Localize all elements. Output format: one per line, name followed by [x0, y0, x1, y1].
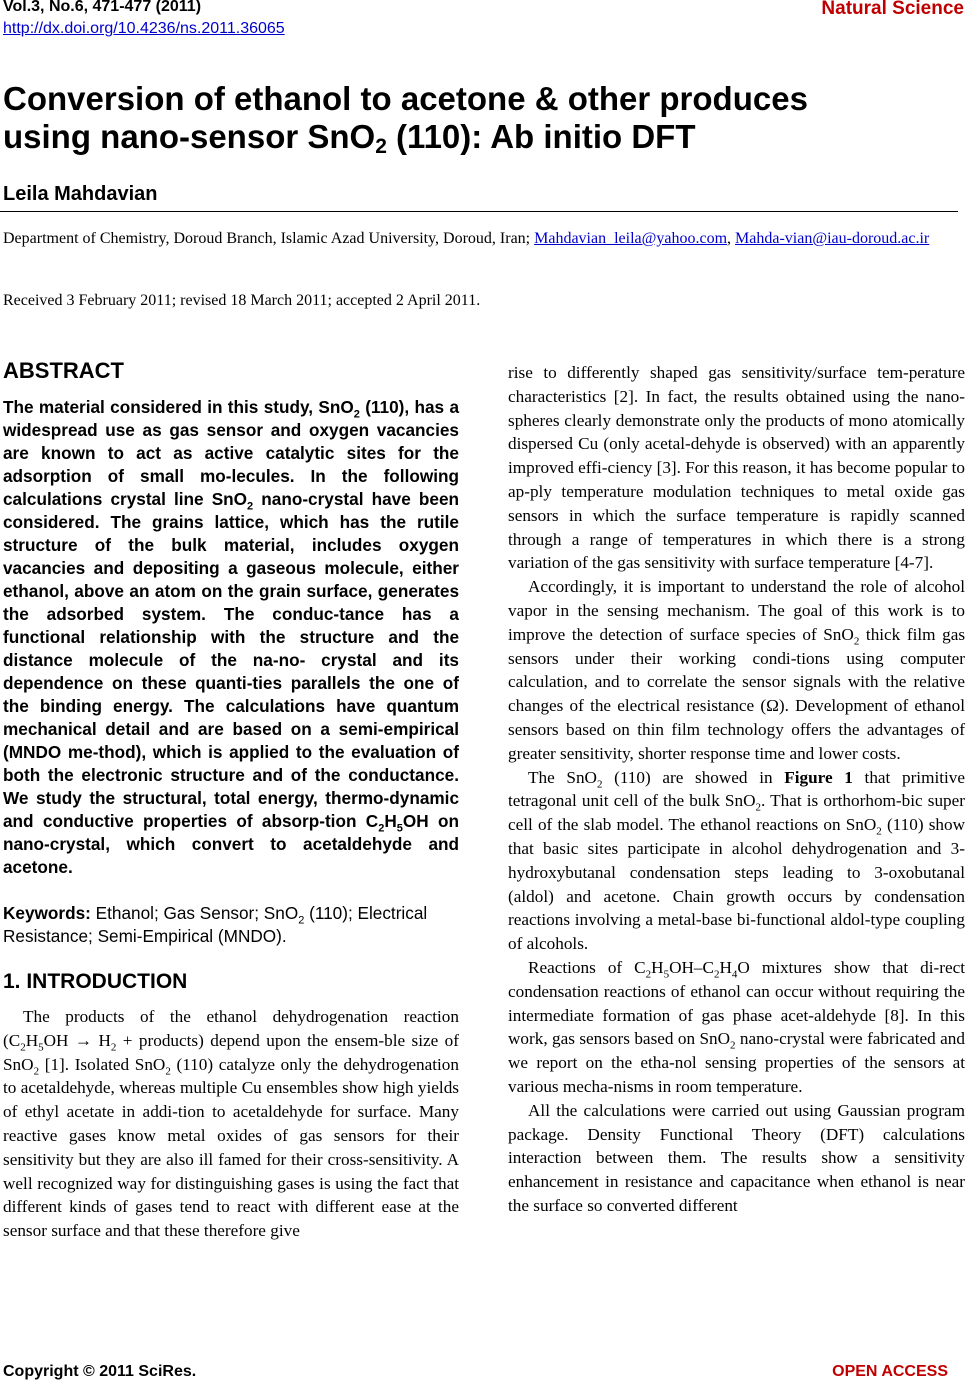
subscript: 2 — [247, 500, 254, 513]
subscript: 2 — [713, 968, 720, 981]
copyright: Copyright © 2011 SciRes. — [3, 1363, 197, 1380]
subscript: 2 — [33, 1065, 40, 1078]
keywords-text: (110); Electrical Resistance; Semi-Empirical (MNDO). — [3, 903, 428, 946]
title-line-1: Conversion of ethanol to acetone & other produces — [3, 80, 808, 117]
abstract-heading: ABSTRACT — [3, 358, 124, 383]
body-paragraph — [508, 575, 965, 765]
text-run: + products) depend upon the ensem-ble size of SnO — [3, 1030, 459, 1074]
journal-reference: Vol.3, No.6, 471-477 (2011) — [3, 0, 202, 15]
subscript: 4 — [731, 968, 738, 981]
text-run: (110) catalyze only the dehydrogenation to acetaldehyde, whereas multiple Cu ensembles show high yields of ethyl acetate in addi-tion to acetaldehyde for surface. Many reactive gases know metal oxides of gas sensors for their sensitivity but they are also ill famed for their cross-sensitivity. A well recognized way for distinguishing gases is using the fact that different kinds of gases tend to react with different ease at the sensor surface and that these therefore give — [3, 1054, 459, 1241]
body-paragraph: All the calculations were carried out using Gaussian program package. Density Functional Theory (DFT) calculations interaction between them. The results show a sensitivity enhancement in resistance and capacitance when ethanol is near the surface so converted different — [508, 1100, 965, 1215]
subscript: 2 — [596, 777, 603, 790]
body-paragraph — [3, 1005, 459, 1243]
left-column — [3, 358, 459, 1243]
abstract-part: OH on nano-crystal, which convert to acetaldehyde and acetone. — [3, 811, 459, 877]
text-run: that primitive tetragonal unit cell of the bulk SnO — [508, 767, 965, 811]
text-run: nano-crystal were fabricated and we report on the etha-nol sensing properties of the sensors at various mecha-nisms in room temperature. — [508, 1029, 965, 1096]
subscript: 5 — [663, 968, 670, 981]
text-run: OH → H — [43, 1030, 111, 1050]
title-subscript: 2 — [375, 135, 387, 158]
affiliation-separator: , — [727, 230, 736, 247]
keywords-text: Ethanol; Gas Sensor; SnO — [90, 903, 299, 923]
email-link-2[interactable]: Mahda-vian@iau-doroud.ac.ir — [735, 230, 930, 247]
subscript: 2 — [853, 635, 860, 648]
abstract-part: The material considered in this study, SnO — [3, 397, 354, 417]
text-run: The products of the ethanol dehydrogenation reaction (C — [3, 1007, 459, 1050]
author-name: Leila Mahdavian — [3, 183, 158, 205]
subscript: 2 — [876, 825, 882, 838]
text-run: OH–C — [669, 957, 714, 977]
affiliation-text: Department of Chemistry, Doroud Branch, Islamic Azad University, Doroud, Iran; — [3, 230, 535, 247]
subscript: 2 — [20, 1041, 26, 1054]
received-dates: Received 3 February 2011; revised 18 March 2011; accepted 2 April 2011. — [3, 292, 481, 309]
abstract-part: nano-crystal have been considered. The grains lattice, which has the rutile structure of the bulk material, includes oxygen vacancies and depositing a gaseous molecule, either ethanol, above an atom on the grain surface, generates the adsorbed system. The conduc-tance has a functional relationship with the structure and the distance molecule of the na-no- crystal and its dependence on these quanti-ties parallels the one of the binding energy. The calculations have quantum mechanical detail and are based on a semi-empirical (MNDO me-thod), which is applied to the evaluation of both the electronic structure and of the conductance. We study the structural, total energy, thermo-dynamic and conductive properties of absorp-tion C — [3, 489, 459, 831]
text-run: . That is orthorhom-bic super cell of the slab model. The ethanol reactions on SnO — [508, 791, 965, 835]
body-paragraph — [508, 766, 965, 956]
keywords — [3, 902, 459, 948]
subscript: 5 — [396, 822, 403, 835]
text-run: Reactions of C — [528, 957, 646, 977]
text-run: Accordingly, it is important to understand the role of alcohol vapor in the sensing mechanism. The goal of this work is to improve the detection of surface species of SnO — [508, 577, 965, 644]
section-heading-introduction: 1. INTRODUCTION — [3, 970, 188, 993]
subscript: 2 — [645, 968, 652, 981]
text-run: H — [651, 957, 664, 977]
subscript: 5 — [38, 1041, 44, 1054]
text-run: (110) are showed in — [602, 767, 785, 787]
abstract-part: (110), has a widespread use as gas sensor and oxygen vacancies are known to act as active catalytic sites for the adsorption of small mo-lecules. In the following calculations crystal line SnO — [3, 397, 460, 509]
right-column — [508, 361, 965, 1218]
subscript: 2 — [730, 1039, 736, 1052]
subscript: 2 — [165, 1065, 171, 1078]
text-run: The SnO — [528, 767, 597, 787]
subscript: 2 — [110, 1041, 117, 1054]
title-line-2b: (110): Ab initio DFT — [386, 118, 696, 155]
abstract-text — [3, 396, 459, 879]
figure-reference: Figure 1 — [784, 767, 853, 787]
subscript: 2 — [353, 408, 360, 421]
text-run: thick film gas sensors under their working condi-tions using computer calculation, and to correlate the sensor signals with the relative changes of the electrical resistance (Ω). Development of ethanol sensors based on thin film technology offers the advantages of greater sensitivity, shorter response time and lower costs. — [508, 624, 966, 763]
open-access-label: OPEN ACCESS — [832, 1363, 948, 1380]
subscript: 2 — [378, 822, 385, 835]
subscript: 2 — [755, 801, 761, 814]
keywords-label: Keywords: — [3, 903, 91, 923]
email-link-1[interactable]: Mahdavian_leila@yahoo.com — [534, 230, 728, 247]
text-run: H — [719, 957, 732, 977]
text-run: [1]. Isolated SnO — [39, 1054, 166, 1074]
title-line-2a: using nano-sensor SnO — [3, 118, 376, 155]
text-run: O mixtures show that di-rect condensation reactions of ethanol can occur without requiring the intermediate formation of gas phase acet-aldehyde [8]. In this work, gas sensors based on SnO — [508, 957, 965, 1049]
journal-name: Natural Science — [821, 0, 964, 19]
text-run: H — [25, 1030, 39, 1050]
doi-link[interactable]: http://dx.doi.org/10.4236/ns.2011.36065 — [3, 20, 285, 37]
abstract-part: H — [384, 811, 397, 831]
title-divider — [0, 211, 958, 212]
text-run: (110) show that basic sites participate in alcohol dehydrogenation and 3-hydroxybutanal condensation steps leading to 3-oxobutanal (aldol) and acetone. Chain growth occurs by condensation reactions involving a metal-base bi-functional aldol-type coupling of alcohols. — [508, 815, 965, 954]
body-paragraph — [508, 956, 965, 1099]
paper-title — [3, 80, 943, 156]
body-paragraph: rise to differently shaped gas sensitivity/surface tem-perature characteristics [2]. In fact, the results obtained using the nano-spheres clearly demonstrate only the products of mono atomically dispersed Cu (only acetal-dehyde is observed) with an apparently improved effi-ciency [3]. For this reason, it has become popular to ap-ply temperature modulation techniques to metal oxide gas sensors in which the surface temperature is rapidly scanned through a range of temperatures in which there is a strong variation of the gas sensitivity with surface temperature [4-7]. — [508, 363, 965, 573]
affiliation — [3, 229, 965, 249]
subscript: 2 — [298, 914, 305, 927]
